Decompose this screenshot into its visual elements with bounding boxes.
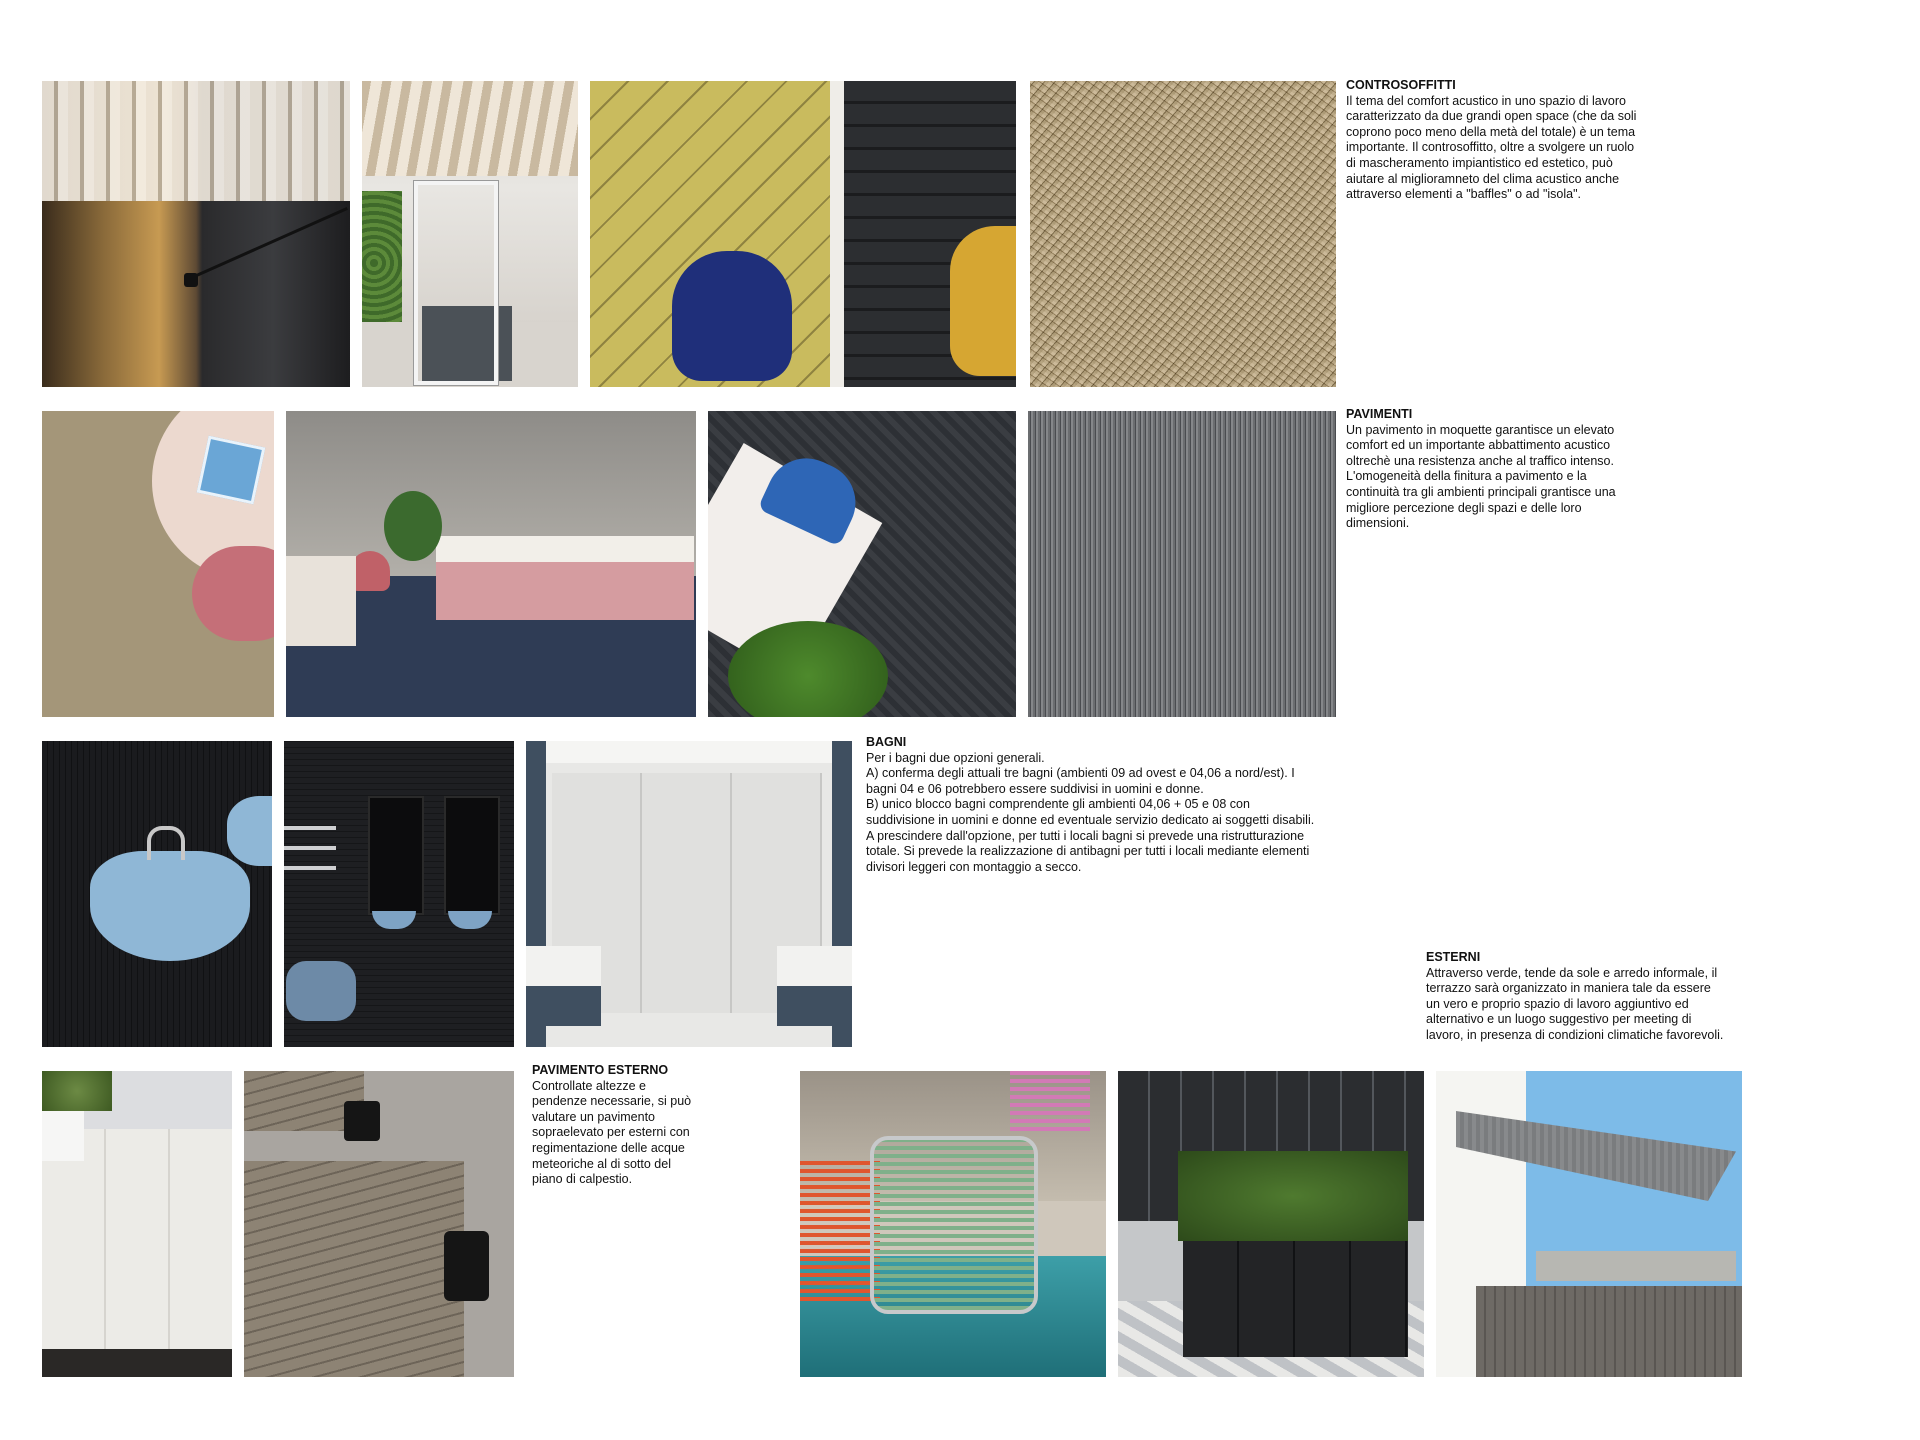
bamboo-plants [1178,1151,1408,1241]
pavimenti-body: Un pavimento in moquette garantisce un elevato comfort ed un importante abbattimento acustico oltrechè una resistenza anche al traffico intenso. L'omogeneità della finitura a pavimento e la continuità tra gli ambienti principali grantisce una migliore percezione degli spazi e delle loro dimensioni. [1346,422,1616,531]
mirror-right [444,796,500,915]
controsoffitti-body: Il tema del comfort acustico in uno spazio di lavoro caratterizzato da due grandi open space (che da soli coprono poco meno della metà del totale) è un tema importante. Il controsoffitto, oltre a svolgere un ruolo di mascheramento impiantistico ed estetico, può aiutare al miglioramneto del clima acustico anche attraverso elementi a "baffles" o ad "isola". [1346,93,1637,202]
green-plant [728,621,888,717]
deck-boards [244,1161,464,1377]
deck-pedestals-photo [244,1071,514,1377]
controsoffitti-title: CONTROSOFFITTI [1346,78,1456,92]
bagni-title: BAGNI [866,735,907,749]
reception-carpet-photo [286,411,696,717]
ceiling-baffles-photo [42,81,350,387]
esterni-title: ESTERNI [1426,950,1481,964]
orange-chair [800,1161,880,1301]
esterni-body: Attraverso verde, tende da sole e arredo informale, il terrazzo sarà organizzato in maniera tale da essere un vero e proprio spazio di lavoro aggiuntivo ed alternativo e un luogo suggestivo per meeting di lavoro, in presenza di condizioni climatiche favorevoli. [1426,965,1724,1042]
raised-floor-tiles [42,1129,232,1349]
ornamental-grass [42,1071,112,1111]
restroom-doors-photo [526,741,852,1047]
pavimento-esterno-title: PAVIMENTO ESTERNO [532,1063,669,1077]
glass-door-frame [414,181,498,385]
pavimento-esterno-text [532,1063,732,1188]
dark-planters [1183,1241,1408,1357]
pavimenti-title: PAVIMENTI [1346,407,1413,421]
potted-plant [384,491,442,561]
pink-chair [192,546,274,641]
green-chair [870,1136,1038,1314]
mirror-left [368,796,424,915]
bagni-text [866,735,1336,875]
pedestal-support-bottom [444,1231,489,1301]
ceiling-slats [42,81,350,201]
counter-right [777,946,852,986]
outdoor-tiles-photo [42,1071,232,1377]
awning-terrace-photo [1436,1071,1742,1377]
poolside-chairs-photo [800,1071,1106,1377]
bagni-body: Per i bagni due opzioni generali. A) conferma degli attuali tre bagni (ambienti 09 ad ovest e 04,06 a nord/est). I bagni 04 e 06 potrebbero essere suddivisi in uomini e donne. B) unico blocco bagni comprendente gli ambienti 04,06 + 05 e 08 con suddivisione in uomini e donne ed eventuale servizio dedicato ai soggetti disabili. A prescindere dall'opzione, per tutti i locali bagni si prevede una ristrutturazione totale. Si prevede la realizzazione di antibagni per tutti i locali mediante elementi divisori leggeri con montaggio a secco. [866,750,1315,874]
counter-left [526,946,601,986]
blue-velvet-chair [672,251,792,381]
washbasin-photo [42,741,272,1047]
ceiling [526,741,852,763]
pink-armchair [350,551,390,591]
washbasin-back [227,796,272,866]
office-ceiling-baffles-photo [362,81,578,387]
hedge [1536,1251,1736,1281]
dark-carpet-photo [708,411,1016,717]
reception-counter-top [436,536,694,562]
pedestal-support-top [344,1101,380,1141]
wall-shelves [284,826,336,830]
pink-counter-front [436,562,694,620]
right-wall [832,741,852,1047]
wall-lamp-head [184,273,198,287]
bathroom-mirrors-photo [284,741,514,1047]
faucet [147,826,185,860]
controsoffitti-text [1346,78,1666,203]
washbasin-front [90,851,250,961]
pink-chair-outdoor [1010,1071,1090,1131]
carpet-table-photo [42,411,274,717]
side-table [286,556,356,646]
decor-box [197,436,266,505]
left-wall [526,741,546,1047]
under-floor-void [42,1349,232,1377]
grey-carpet-texture-photo [1028,411,1336,717]
esterni-text [1426,950,1756,1044]
yellow-velvet-chair [950,226,1016,376]
acoustic-wall-panels-photo [590,81,1016,387]
terrace-planters-photo [1118,1071,1424,1377]
wood-deck [1476,1286,1742,1377]
blue-armchair [286,961,356,1021]
wall-lamp-arm [191,207,348,279]
pavimenti-text [1346,407,1666,532]
pavimento-esterno-body: Controllate altezze e pendenze necessarie, si può valutare un pavimento sopraelevato per esterni con regimentazione delle acque meteoriche al di sotto del piano di calpestio. [532,1078,692,1187]
ceiling-baffles [362,81,578,176]
divider-post [830,81,844,387]
wood-wool-texture-photo [1030,81,1336,387]
